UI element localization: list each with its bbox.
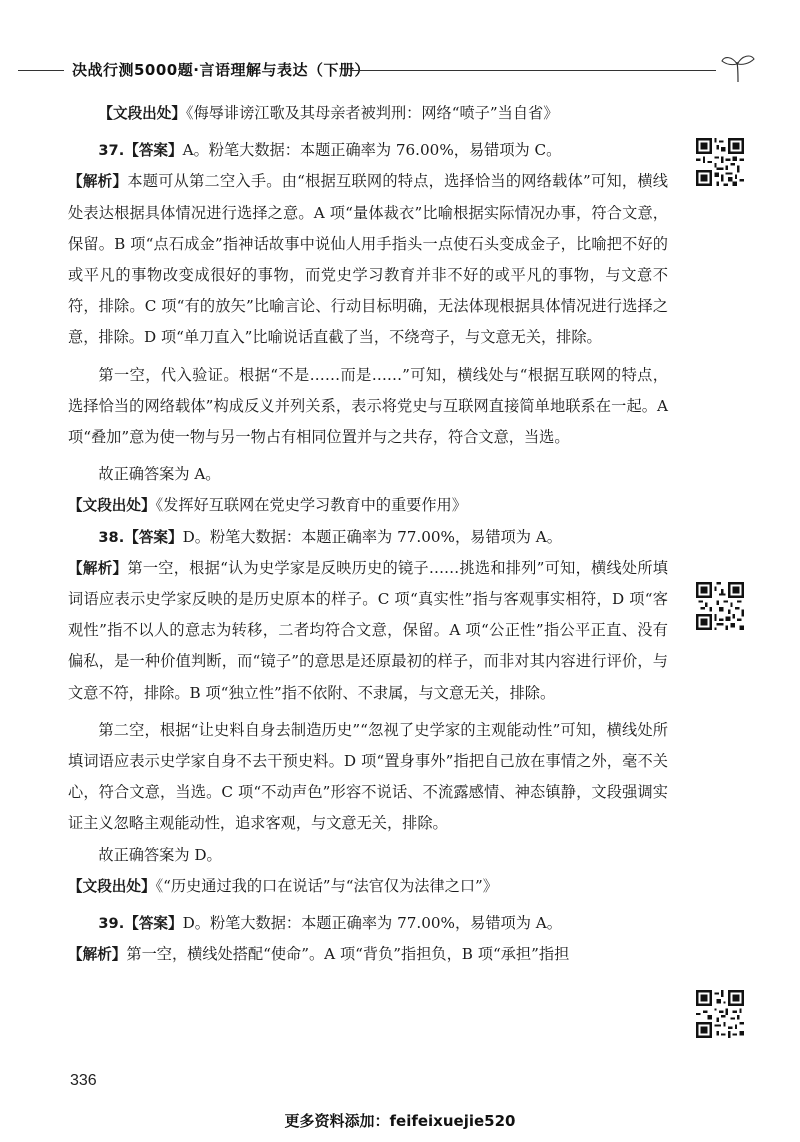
body-paragraph: 第一空，代入验证。根据“不是……而是……”可知，横线处与“根据互联网的特点，选择恰当的网络载体”构成反义并列关系，表示将党史与互联网直接简单地联系在一起。A 项“叠加”意为使一物与另一物占有相同位置并与之共存，符合文意，当选。: [68, 365, 668, 447]
qr-code-icon: [696, 990, 744, 1038]
answer-tag: 37.【答案】: [98, 142, 183, 160]
analysis-text: 第一空，横线处搭配“使命”。A 项“背负”指担负，B 项“承担”指担: [126, 945, 570, 964]
source-line: [68, 490, 668, 521]
answer-line: [68, 522, 668, 553]
answer-text: D。粉笔大数据：本题正确率为 77.00%，易错项为 A。: [182, 914, 562, 933]
source-tag: 【文段出处】: [98, 105, 186, 122]
source-line: [68, 98, 668, 129]
source-text: 《侮辱诽谤江歌及其母亲者被判刑：网络“喷子”当自省》: [185, 104, 559, 122]
analysis-tag: 【解析】: [68, 173, 128, 191]
analysis-text: 第一空，根据“认为史学家是反映历史的镜子……挑选和排列”可知，横线处所填词语应表示史学家反映的是历史原本的样子。C 项“真实性”指与客观事实相符，D 项“客观性”指不以人的意志为转移，二者均符合文意，保留。A 项“公正性”指公平正直、没有偏私，是一种价值判断，而“镜子”的意思是还原最初的样子，而非对其内容进行评价，与文意不符，排除。B 项“独立性”指不依附、不隶属，与文意无关，排除。: [68, 558, 668, 702]
book-title: 决战行测5000题·言语理解与表达（下册）: [72, 61, 370, 79]
analysis-tag: 【解析】: [68, 946, 127, 964]
source-tag: 【文段出处】: [68, 877, 156, 895]
answer-line: [68, 135, 668, 166]
conclusion-line: 故正确答案为 A。: [98, 465, 221, 484]
header-rule-right: [350, 70, 716, 71]
source-text: 《发挥好互联网在党史学习教育中的重要作用》: [155, 496, 467, 515]
answer-tag: 39.【答案】: [98, 915, 183, 933]
qr-code-icon: [696, 138, 744, 186]
analysis-paragraph: [68, 939, 668, 970]
body-paragraph: 第二空，根据“让史料自身去制造历史”“忽视了史学家的主观能动性”可知，横线处所填词语应表示史学家自身不去干预史料。D 项“置身事外”指把自己放在事情之外，毫不关心，符合文意，当选。C 项“不动声色”形容不说话、不流露感情、神态镇静，文段强调实证主义忽略主观能动性，追求客观，与文意无关，排除。: [68, 720, 668, 833]
sprout-icon: [718, 52, 758, 84]
answer-tag: 38.【答案】: [98, 528, 183, 546]
analysis-tag: 【解析】: [68, 559, 128, 577]
source-line: [68, 871, 668, 902]
page-number: 336: [70, 1072, 97, 1089]
footer-note: 更多资料添加：feifeixuejie520: [284, 1112, 516, 1130]
analysis-paragraph: [68, 553, 668, 709]
running-header: [0, 56, 800, 84]
answer-line: [68, 908, 668, 939]
source-tag: 【文段出处】: [68, 497, 156, 515]
answer-text: A。粉笔大数据：本题正确率为 76.00%，易错项为 C。: [182, 141, 562, 160]
answer-explanation-body: [68, 98, 668, 970]
qr-code-icon: [696, 582, 744, 630]
analysis-text: 本题可从第二空入手。由“根据互联网的特点，选择恰当的网络载体”可知，横线处表达根据具体情况进行选择之意。A 项“量体裁衣”比喻根据实际情况办事，符合文意，保留。B 项“点石成金”指神话故事中说仙人用手指头一点使石头变成金子，比喻把不好的或平凡的事物改变成很好的事物，而党史学习教育并非不好的或平凡的事物，与文意不符，排除。C 项“有的放矢”比喻言论、行动目标明确，无法体现根据具体情况进行选择之意，排除。D 项“单刀直入”比喻说话直截了当，不绕弯子，与文意无关，排除。: [68, 172, 668, 347]
source-text: 《“历史通过我的口在说话”与“法官仅为法律之口”》: [155, 876, 498, 895]
header-rule-left: [18, 70, 64, 71]
answer-text: D。粉笔大数据：本题正确率为 77.00%，易错项为 A。: [182, 527, 562, 546]
conclusion-line: 故正确答案为 D。: [98, 845, 222, 864]
analysis-paragraph: [68, 166, 668, 353]
